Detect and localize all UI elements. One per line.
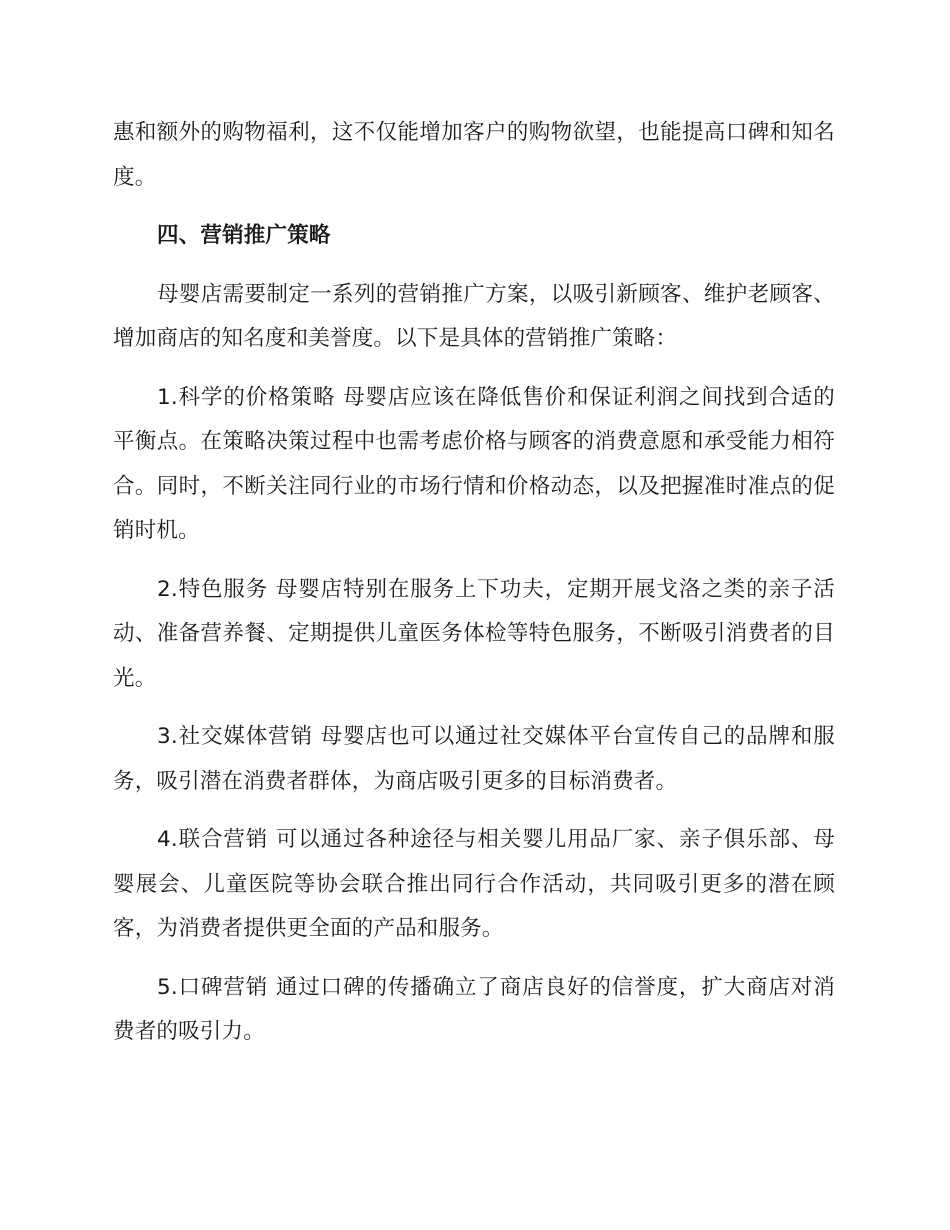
strategy-item-word-of-mouth: 5.口碑营销 通过口碑的传播确立了商店良好的信誉度，扩大商店对消费者的吸引力。 (113, 974, 835, 1044)
strategy-item-special-service: 2.特色服务 母婴店特别在服务上下功夫，定期开展戈洛之类的亲子活动、准备营养餐、定期提供儿童医务体检等特色服务，不断吸引消费者的目光。 (113, 576, 835, 691)
document-body (113, 111, 835, 1069)
strategy-item-social-media: 3.社交媒体营销 母婴店也可以通过社交媒体平台宣传自己的品牌和服务，吸引潜在消费者群体，为商店吸引更多的目标消费者。 (113, 724, 835, 794)
section-heading: 四、营销推广策略 (157, 223, 331, 248)
strategy-item-joint-marketing: 4.联合营销 可以通过各种途径与相关婴儿用品厂家、亲子俱乐部、母婴展会、儿童医院等协会联合推出同行合作活动，共同吸引更多的潜在顾客，为消费者提供更全面的产品和服务。 (113, 827, 835, 941)
continuation-paragraph: 惠和额外的购物福利，这不仅能增加客户的购物欲望，也能提高口碑和知名度。 (113, 120, 835, 190)
intro-paragraph: 母婴店需要制定一系列的营销推广方案，以吸引新顾客、维护老顾客、增加商店的知名度和美誉度。以下是具体的营销推广策略： (113, 281, 835, 351)
strategy-item-pricing: 1.科学的价格策略 母婴店应该在降低售价和保证利润之间找到合适的平衡点。在策略决策过程中也需考虑价格与顾客的消费意愿和承受能力相符合。同时，不断关注同行业的市场行情和价格动态，以及把握准时准点的促销时机。 (113, 384, 835, 543)
